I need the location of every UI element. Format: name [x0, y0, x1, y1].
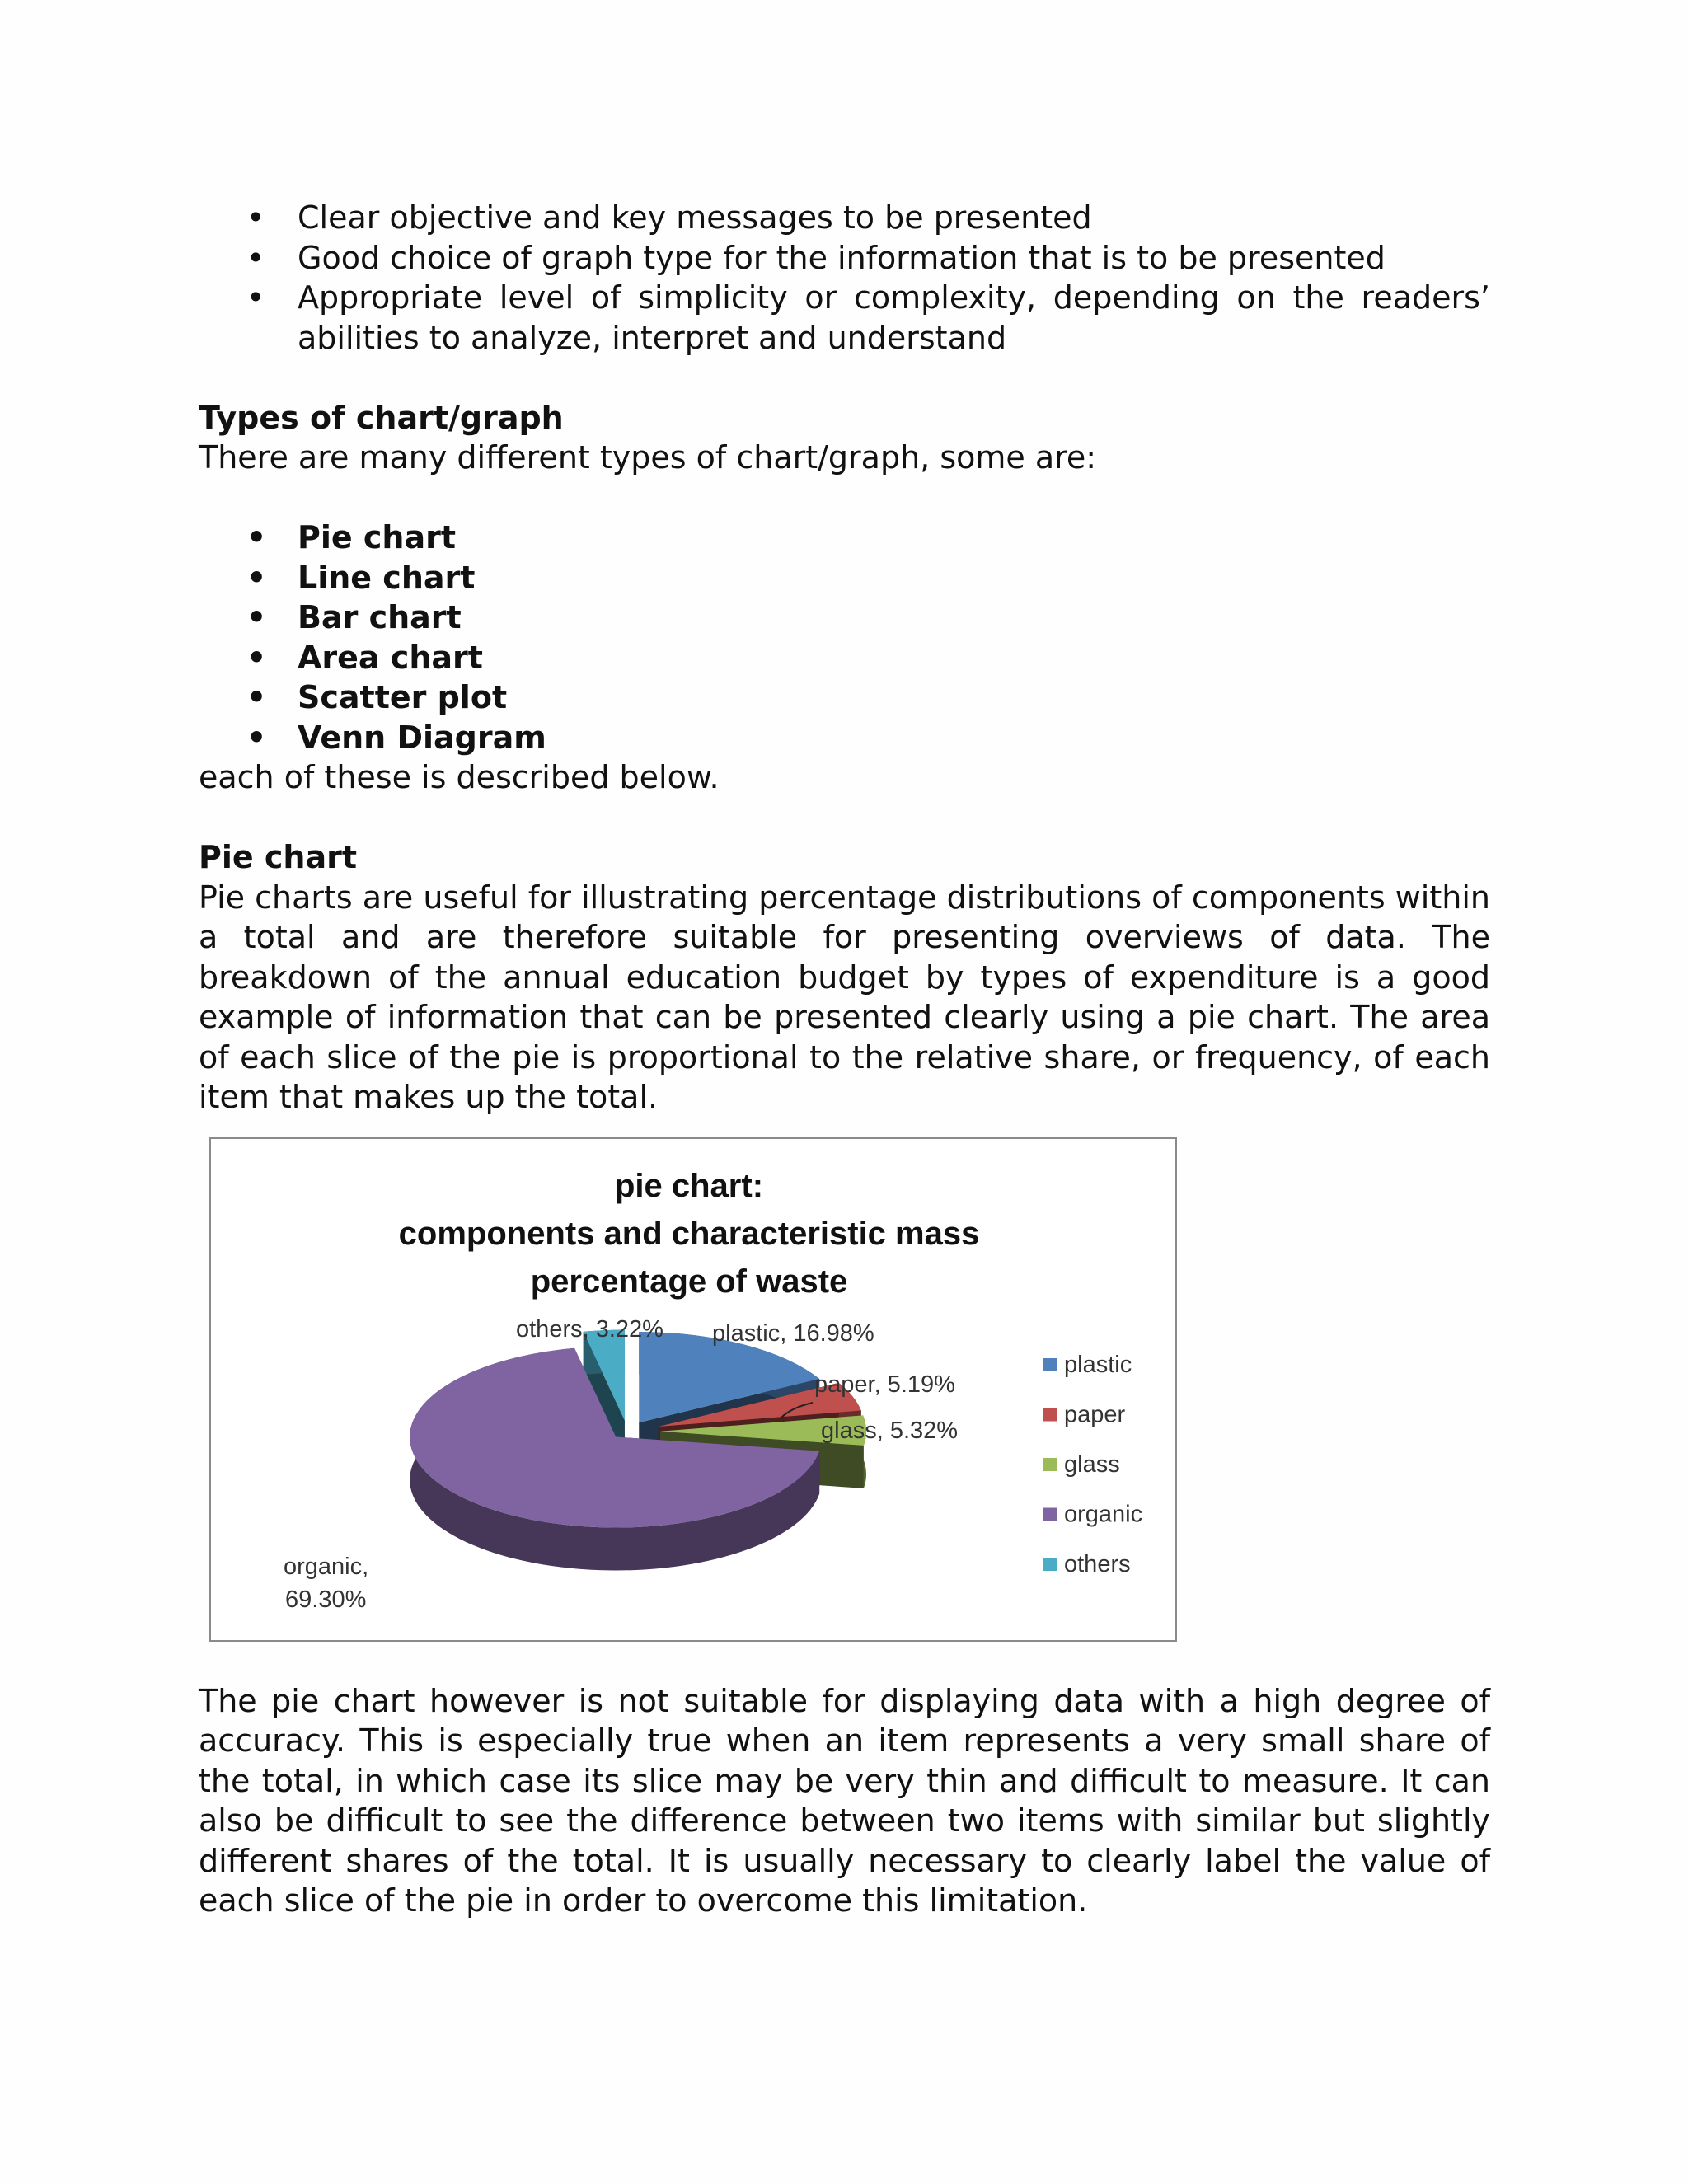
chart-types-list — [199, 518, 1490, 757]
chart-title-line: pie chart: — [614, 1167, 764, 1204]
legend-label-paper: paper — [1064, 1401, 1126, 1427]
list-item: • Line chart — [199, 558, 1490, 598]
pie-chart-paragraph: Pie charts are useful for illustrating percentage distributions of components within a total and are therefore suitable for presenting overviews of data. The breakdown of the annual education budget by types of expenditure is a good example of information that can be presented clearly using a pie chart. The area of each slice of the pie is proportional to the relative share, or frequency, of each item that makes up the total. — [199, 879, 1490, 1115]
document-page — [199, 198, 1490, 1921]
types-heading: Types of chart/graph — [199, 399, 564, 436]
chart-title-line: components and characteristic mass — [398, 1215, 980, 1252]
pie-chart-heading: Pie chart — [199, 839, 358, 875]
legend-swatch-glass — [1043, 1458, 1057, 1471]
types-intro: There are many different types of chart/graph, some are: — [199, 439, 1097, 476]
legend-label-organic: organic — [1064, 1501, 1143, 1527]
legend-swatch-organic — [1043, 1507, 1057, 1521]
legend-swatch-plastic — [1043, 1358, 1057, 1371]
legend-label-plastic: plastic — [1064, 1351, 1132, 1378]
data-label-paper: paper, 5.19% — [814, 1371, 955, 1398]
list-item: • Area chart — [199, 638, 1490, 678]
list-item: • Bar chart — [199, 598, 1490, 638]
list-item: • Pie chart — [199, 518, 1490, 558]
data-label-glass: glass, 5.32% — [821, 1417, 959, 1444]
pie-chart-figure — [209, 1137, 1177, 1642]
data-label-organic: organic, 69.30% — [284, 1553, 369, 1613]
data-label-plastic: plastic, 16.98% — [712, 1319, 874, 1347]
legend-swatch-others — [1043, 1558, 1057, 1571]
list-item: • Venn Diagram — [199, 718, 1490, 758]
legend-swatch-paper — [1043, 1408, 1057, 1421]
list-item: • Good choice of graph type for the information that is to be presented — [199, 238, 1490, 279]
pie-chart-svg — [211, 1139, 1175, 1640]
types-outro: each of these is described below. — [199, 759, 720, 795]
list-item: • Clear objective and key messages to be presented — [199, 198, 1490, 238]
chart-title-line: percentage of waste — [530, 1263, 848, 1300]
list-item: • Scatter plot — [199, 677, 1490, 718]
criteria-list — [199, 198, 1490, 358]
legend-label-glass: glass — [1064, 1451, 1120, 1478]
limitation-paragraph: The pie chart however is not suitable for displaying data with a high degree of accuracy. This is especially true when an item represents a very small share of the total, in which case its slice may be very thin and difficult to measure. It can also be difficult to see the difference between two items with similar but slightly different shares of the total. It is usually necessary to clearly label the value of each slice of the pie in order to overcome this limitation. — [199, 1682, 1490, 1919]
data-label-others: others, 3.22% — [516, 1315, 663, 1343]
list-item: • Appropriate level of simplicity or complexity, depending on the readers’ abilities to analyze, interpret and understand — [199, 278, 1490, 358]
legend-label-others: others — [1064, 1550, 1131, 1577]
